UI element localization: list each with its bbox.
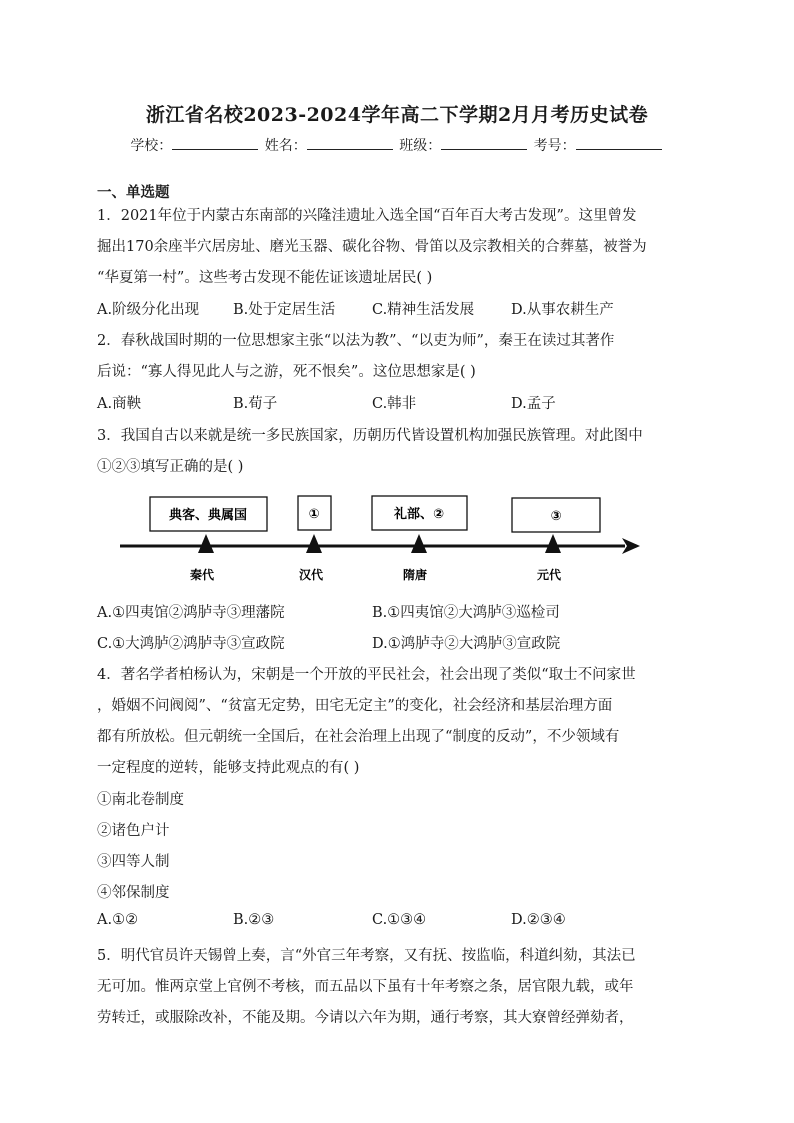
timeline-marker-suitang bbox=[411, 534, 427, 553]
q3-option-d[interactable]: D.①鸿胪寺②大鸿胪③宣政院 bbox=[372, 636, 561, 652]
q3-option-c[interactable]: C.①大鸿胪②鸿胪寺③宣政院 bbox=[97, 636, 285, 652]
student-info-row bbox=[0, 135, 794, 155]
q2-option-b[interactable]: B.荀子 bbox=[233, 396, 278, 412]
class-blank[interactable] bbox=[441, 135, 527, 150]
q3-line-1: 3．我国自古以来就是统一多民族国家，历朝历代皆设置机构加强民族管理。对此图中 bbox=[97, 428, 643, 444]
q4-option-d[interactable]: D.②③④ bbox=[511, 912, 566, 928]
name-label: 姓名： bbox=[264, 138, 307, 154]
name-blank[interactable] bbox=[307, 135, 393, 150]
timeline-marker-yuan bbox=[545, 534, 561, 553]
timeline-era-han: 汉代 bbox=[298, 568, 324, 582]
q5-line-1: 5．明代官员许天锡曾上奏，言“外官三年考察，又有抚、按监临，科道纠劾，其法已 bbox=[97, 948, 636, 964]
q4-item-3: ③四等人制 bbox=[97, 854, 170, 870]
timeline-box-qin-label: 典客、典属国 bbox=[168, 508, 248, 523]
q3-option-a[interactable]: A.①四夷馆②鸿胪寺③理藩院 bbox=[97, 605, 285, 621]
q4-line-1: 4．著名学者柏杨认为，宋朝是一个开放的平民社会，社会出现了类似“取士不问家世 bbox=[97, 667, 636, 683]
q4-line-4: 一定程度的逆转，能够支持此观点的有( ) bbox=[97, 760, 360, 776]
timeline-era-qin: 秦代 bbox=[189, 568, 215, 582]
q4-option-c[interactable]: C.①③④ bbox=[372, 912, 427, 928]
q4-item-4: ④邻保制度 bbox=[97, 885, 170, 901]
q1-option-d[interactable]: D.从事农耕生产 bbox=[511, 302, 614, 318]
q1-line-1: 1．2021年位于内蒙古东南部的兴隆洼遗址入选全国“百年百大考古发现”。这里曾发 bbox=[97, 208, 637, 224]
q4-line-2: ，婚姻不问阀阅”、“贫富无定势，田宅无定主”的变化，社会经济和基层治理方面 bbox=[97, 698, 613, 714]
class-label: 班级： bbox=[399, 138, 442, 154]
timeline-era-yuan: 元代 bbox=[536, 568, 562, 582]
q2-line-1: 2．春秋战国时期的一位思想家主张“以法为教”、“以吏为师”，秦王在读过其著作 bbox=[97, 333, 615, 349]
section-title: 一、单选题 bbox=[97, 185, 170, 201]
q4-item-1: ①南北卷制度 bbox=[97, 792, 184, 808]
timeline-box-suitang-label: 礼部、② bbox=[393, 507, 445, 522]
timeline-diagram bbox=[110, 490, 650, 590]
exam-title: 浙江省名校2023-2024学年高二下学期2月月考历史试卷 bbox=[145, 104, 649, 126]
q1-line-2: 掘出170余座半穴居房址、磨光玉器、碳化谷物、骨笛以及宗教相关的合葬墓，被誉为 bbox=[97, 239, 647, 255]
q5-line-3: 劳转迁，或服除改补，不能及期。今请以六年为期，通行考察，其大寮曾经弹劾者， bbox=[97, 1010, 634, 1026]
q2-line-2: 后说：“寡人得见此人与之游，死不恨矣”。这位思想家是( ) bbox=[97, 364, 476, 380]
q1-option-c[interactable]: C.精神生活发展 bbox=[372, 302, 475, 318]
q1-option-b[interactable]: B.处于定居生活 bbox=[233, 302, 336, 318]
timeline-marker-qin bbox=[198, 534, 214, 553]
q1-line-3: “华夏第一村”。这些考古发现不能佐证该遗址居民( ) bbox=[97, 270, 433, 286]
q5-line-2: 无可加。惟两京堂上官例不考核，而五品以下虽有十年考察之条，居官限九载，或年 bbox=[97, 979, 634, 995]
school-label: 学校： bbox=[130, 138, 173, 154]
timeline-marker-han bbox=[306, 534, 322, 553]
q1-option-a[interactable]: A.阶级分化出现 bbox=[97, 302, 200, 318]
q3-line-2: ①②③填写正确的是( ) bbox=[97, 459, 244, 475]
exam-no-blank[interactable] bbox=[576, 135, 662, 150]
exam-no-label: 考号： bbox=[533, 138, 576, 154]
q4-item-2: ②诸色户计 bbox=[97, 823, 170, 839]
timeline-era-suitang: 隋唐 bbox=[402, 568, 428, 582]
q4-line-3: 都有所放松。但元朝统一全国后，在社会治理上出现了“制度的反动”，不少领域有 bbox=[97, 729, 620, 745]
timeline-box-yuan-label: ③ bbox=[550, 509, 562, 524]
q2-option-d[interactable]: D.孟子 bbox=[511, 396, 556, 412]
timeline-box-han-label: ① bbox=[308, 507, 320, 522]
q3-option-b[interactable]: B.①四夷馆②大鸿胪③巡检司 bbox=[372, 605, 560, 621]
q4-option-b[interactable]: B.②③ bbox=[233, 912, 275, 928]
q2-option-c[interactable]: C.韩非 bbox=[372, 396, 417, 412]
school-blank[interactable] bbox=[172, 135, 258, 150]
q2-option-a[interactable]: A.商鞅 bbox=[97, 396, 142, 412]
q4-option-a[interactable]: A.①② bbox=[97, 912, 139, 928]
